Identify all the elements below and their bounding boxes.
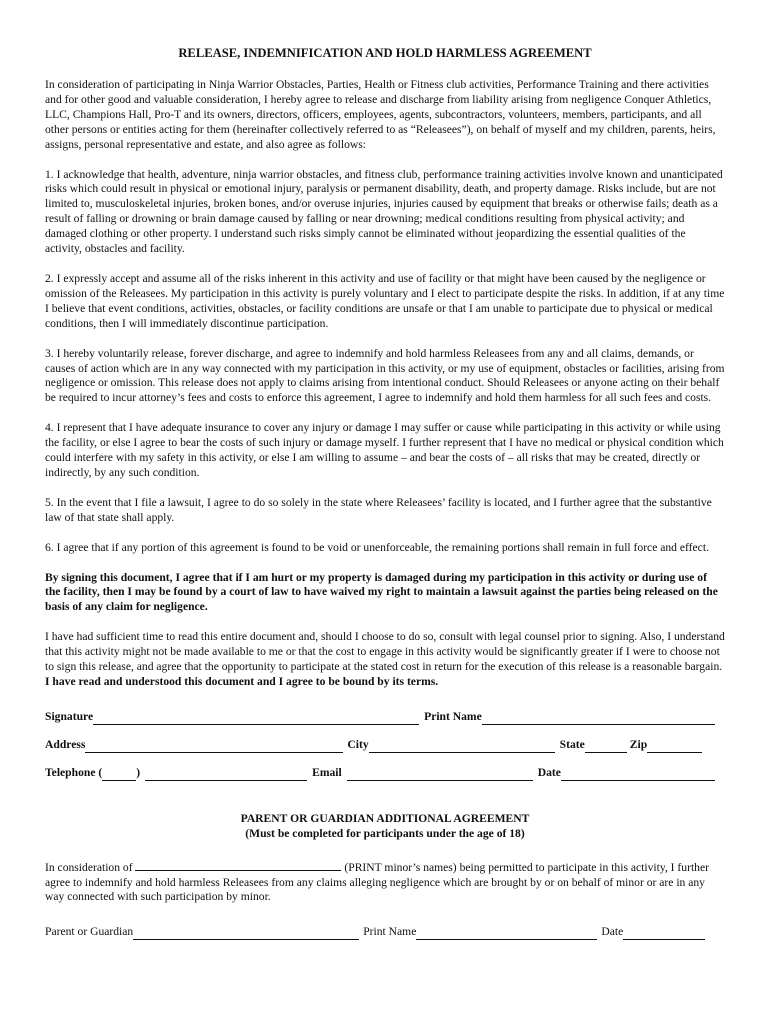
guardian-print-name-label: Print Name: [363, 925, 417, 939]
telephone-paren-close: ): [136, 765, 141, 779]
city-label: City: [347, 737, 369, 751]
guardian-label: Parent or Guardian: [45, 925, 134, 939]
parent-section-subtitle: (Must be completed for participants under the age of 18): [245, 826, 525, 840]
clause-1: 1. I acknowledge that health, adventure, ninja warrior obstacles, and fitness club, performance training activities involve known and unanticipated risks which could result in physical or emotional injury, paralysis or permanent disability, death, and property damage. Risks include, but are not limited to, musculoskeletal injuries, broken bones, and/or overuse injuries, injuries caused by equipment that breaks or otherwise fails; death as a result of falling or drowning or brain damage caused by falling or near drowning; medical conditions resulting from physical activity; and damaged clothing or other property. I understand such risks simply cannot be eliminated without jeopardizing the essential qualities of the activity, obstacles and facility.: [45, 167, 723, 256]
address-label: Address: [45, 737, 86, 751]
parent-section-title: PARENT OR GUARDIAN ADDITIONAL AGREEMENT: [240, 811, 530, 825]
telephone-label: Telephone (: [45, 765, 103, 779]
guardian-row: [45, 925, 725, 940]
agreement-page: [45, 46, 725, 940]
address-line[interactable]: [85, 741, 343, 753]
closing-bold-text: I have read and understood this document and I agree to be bound by its terms.: [45, 675, 439, 688]
clause-5: 5. In the event that I file a lawsuit, I agree to do so solely in the state where Releasees’ facility is located, and I further agree that the substantive law of that state shall apply.: [45, 495, 712, 524]
zip-label: Zip: [629, 737, 648, 751]
signature-label: Signature: [45, 709, 94, 723]
parent-section: [45, 811, 725, 941]
signature-line[interactable]: [93, 713, 419, 725]
email-label: Email: [312, 765, 342, 779]
intro-paragraph: In consideration of participating in Ninja Warrior Obstacles, Parties, Health or Fitness club activities, Performance Training and there activities and for other good and valuable consideration, I hereby agree to release and discharge from liability arising from negligence Conquer Athletics, LLC, Champions Hall, Pro-T and its owners, directors, officers, employees, agents, subcontractors, volunteers, members, participants, and all other persons or entities acting for them (hereinafter collectively referred to as “Releasees”), on behalf of myself and my children, parents, heirs, assigns, personal representative and estate, and also agree as follows:: [45, 78, 716, 151]
print-name-label: Print Name: [424, 709, 482, 723]
parent-text-after: (PRINT minor’s names) being permitted to participate in this activity, I further agree to indemnify and hold harmless Releasees from any claims alleging negligence which are brought by or on behalf of minor or are in any way connected with such participation by minor.: [45, 860, 709, 904]
print-name-line[interactable]: [482, 713, 715, 725]
minor-names-line[interactable]: [135, 859, 341, 871]
telephone-line[interactable]: [145, 769, 307, 781]
telephone-row: [45, 766, 725, 781]
closing-paragraph: [45, 630, 725, 690]
clause-3: 3. I hereby voluntarily release, forever discharge, and agree to indemnify and hold harmless Releasees from any and all claims, demands, or causes of action which are in any way connected with my participation in this activity, or my use of equipment, obstacles or facilities, arising from negligence or omission. This release does not apply to claims arising from intentional conduct. Should Releasees or anyone acting on their behalf be required to incur attorney’s fees and costs to enforce this agreement, I agree to indemnify and hold them harmless for all such fees and costs.: [45, 346, 725, 405]
clause-4: 4. I represent that I have adequate insurance to cover any injury or damage I may suffer or cause while participating in this activity or while using the facility, or else I agree to bear the costs of such injury or damage myself. I further represent that I have no medical or physical condition which could interfere with my safety in this activity, or else I am willing to assume – and bear the costs of – all risks that may be created, directly or indirectly, by any such condition.: [45, 421, 724, 479]
address-row: [45, 738, 725, 753]
email-line[interactable]: [347, 769, 533, 781]
parent-text-before: In consideration of: [45, 860, 133, 874]
guardian-print-name-line[interactable]: [416, 928, 597, 940]
signature-row: [45, 710, 725, 725]
clause-6: 6. I agree that if any portion of this agreement is found to be void or unenforceable, the remaining portions shall remain in full force and effect.: [45, 540, 709, 554]
city-line[interactable]: [369, 741, 555, 753]
state-label: State: [559, 737, 585, 751]
date-line[interactable]: [561, 769, 715, 781]
date-label: Date: [537, 765, 561, 779]
clause-2: 2. I expressly accept and assume all of the risks inherent in this activity and use of facility or that might have been caused by the negligence or omission of the Releasees. My participation in this activity is purely voluntary and I elect to participate despite the risks. In addition, if at any time I believe that event conditions, activities, obstacles, or facility conditions are unsafe or that I am unable to participate due to physical or medical conditions, then I will immediately discontinue participation.: [45, 271, 725, 330]
guardian-line[interactable]: [133, 928, 359, 940]
closing-text: I have had sufficient time to read this entire document and, should I choose to do so, consult with legal counsel prior to signing. Also, I understand that this activity might not be made available to me or that the cost to engage in this activity would be significantly greater if I were to choose not to sign this release, and agree that the opportunity to participate at the stated cost in return for the execution of this release is a reasonable bargain.: [45, 630, 725, 674]
guardian-date-line[interactable]: [623, 928, 705, 940]
parent-agreement-text: [45, 859, 725, 906]
document-title: RELEASE, INDEMNIFICATION AND HOLD HARMLESS AGREEMENT: [178, 46, 592, 60]
area-code-line[interactable]: [102, 769, 136, 781]
waiver-statement: By signing this document, I agree that if I am hurt or my property is damaged during my participation in this activity or during use of the facility, then I may be found by a court of law to have waived my right to maintain a lawsuit against the parties being released on the basis of any claim for negligence.: [45, 570, 718, 614]
guardian-date-label: Date: [601, 925, 624, 939]
state-line[interactable]: [585, 741, 627, 753]
zip-line[interactable]: [647, 741, 702, 753]
